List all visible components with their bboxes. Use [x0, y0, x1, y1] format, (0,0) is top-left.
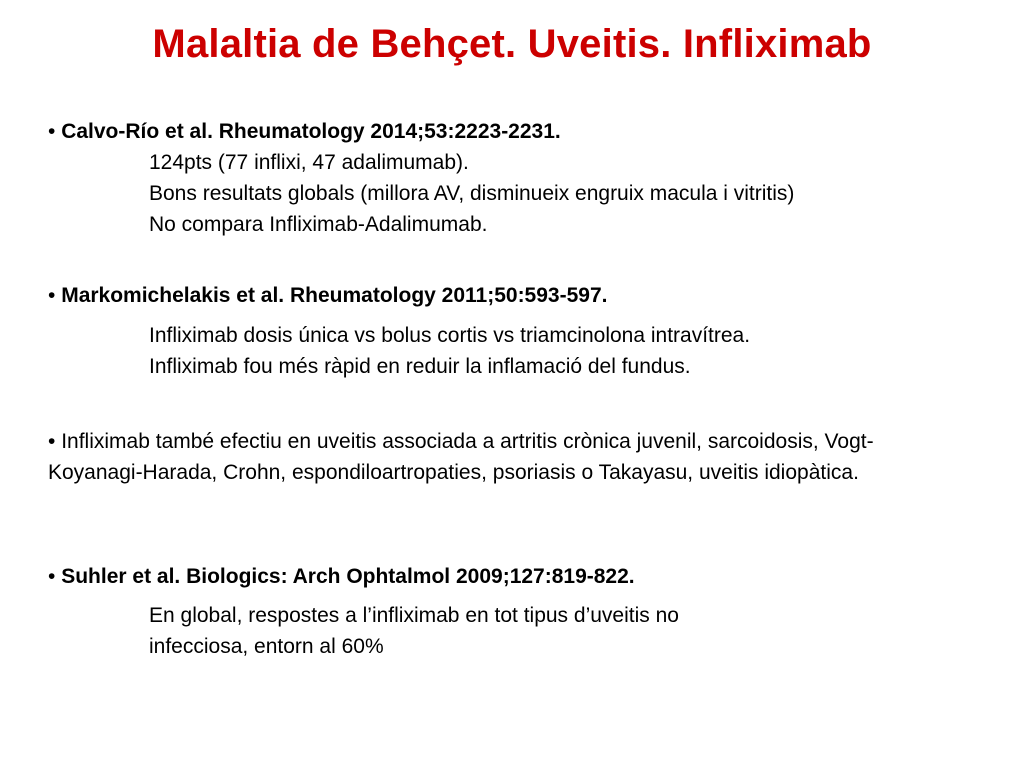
- reference-block-suhler: [48, 561, 988, 662]
- bullet-line: [48, 116, 988, 147]
- detail-line: infecciosa, entorn al 60%: [149, 635, 384, 658]
- reference-citation: Suhler et al. Biologics: Arch Ophtalmol 2009;127:819-822.: [61, 565, 635, 588]
- detail-line: Bons resultats globals (millora AV, disminueix engruix macula i vitritis): [149, 182, 795, 205]
- bullet-icon: •: [48, 430, 56, 453]
- detail-line: En global, respostes a l’infliximab en tot tipus d’uveitis no: [149, 604, 679, 627]
- reference-block-calvo-rio: [48, 116, 988, 240]
- reference-citation: Markomichelakis et al. Rheumatology 2011;50:593-597.: [61, 284, 608, 307]
- bullet-line: [48, 280, 988, 311]
- infliximab-indications-block: [48, 426, 948, 488]
- detail-line: No compara Infliximab-Adalimumab.: [149, 213, 488, 236]
- detail-line: Infliximab fou més ràpid en reduir la inflamació del fundus.: [149, 355, 691, 378]
- detail-line: Infliximab dosis única vs bolus cortis vs triamcinolona intravítrea.: [149, 324, 751, 347]
- bullet-line: [48, 561, 988, 592]
- reference-block-markomichelakis: [48, 280, 988, 382]
- detail-line: 124pts (77 inflixi, 47 adalimumab).: [149, 151, 469, 174]
- slide-title: Malaltia de Behçet. Uveitis. Infliximab: [152, 22, 872, 66]
- bullet-icon: •: [48, 284, 56, 307]
- bullet-icon: •: [48, 120, 56, 143]
- reference-citation: Calvo-Río et al. Rheumatology 2014;53:2223-2231.: [61, 120, 561, 143]
- bullet-icon: •: [48, 565, 56, 588]
- indications-text: Infliximab també efectiu en uveitis associada a artritis crònica juvenil, sarcoidosis, Vogt-Koyanagi-Harada, Crohn, espondiloartropaties, psoriasis o Takayasu, uveitis idiopàtica.: [48, 430, 874, 484]
